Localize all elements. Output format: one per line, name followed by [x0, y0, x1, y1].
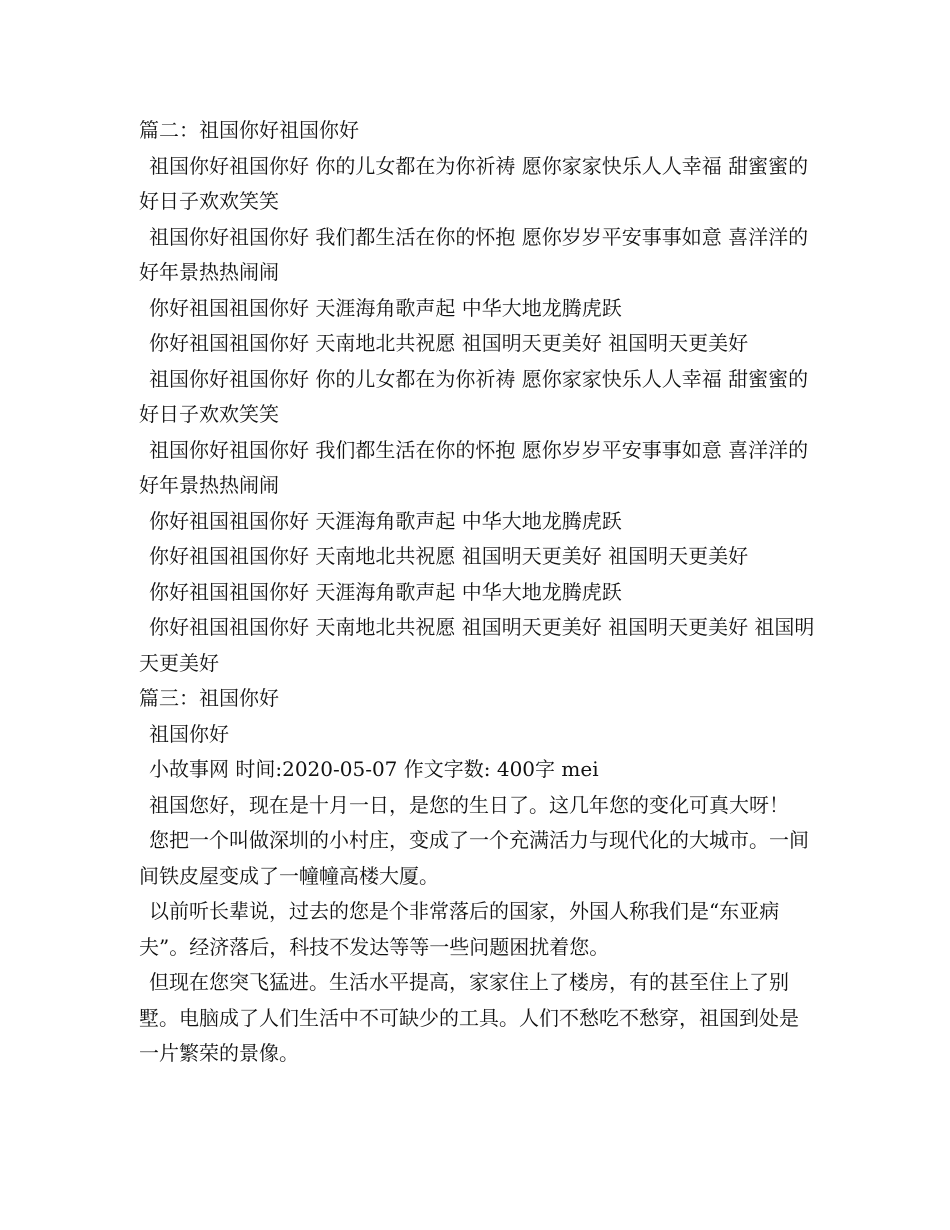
- lyric-line-10: 你好祖国祖国你好 天南地北共祝愿 祖国明天更美好 祖国明天更美好 祖国明天更美好: [139, 615, 815, 675]
- lyric-line-1: 祖国你好祖国你好 你的儿女都在为你祈祷 愿你家家快乐人人幸福 甜蜜蜜的好日子欢欢笑笑: [139, 153, 809, 213]
- essay-paragraph-4: 但现在您突飞猛进。生活水平提高，家家住上了楼房，有的甚至住上了别墅。电脑成了人们生活中不可缺少的工具。人们不愁吃不愁穿，祖国到处是一片繁荣的景像。: [139, 970, 799, 1065]
- essay-paragraph-2: 您把一个叫做深圳的小村庄，变成了一个充满活力与现代化的大城市。一间间铁皮屋变成了一幢幢高楼大厦。: [139, 828, 809, 888]
- section-two-heading: 篇二：祖国你好祖国你好: [139, 118, 359, 142]
- lyric-line-8: 你好祖国祖国你好 天南地北共祝愿 祖国明天更美好 祖国明天更美好: [149, 544, 749, 568]
- essay-paragraph-1: 祖国您好，现在是十月一日，是您的生日了。这几年您的变化可真大呀！: [149, 792, 789, 817]
- lyric-line-7: 你好祖国祖国你好 天涯海角歌声起 中华大地龙腾虎跃: [149, 508, 622, 533]
- document-page: [139, 113, 815, 1072]
- essay-title: 祖国你好: [149, 721, 229, 746]
- lyric-line-9: 你好祖国祖国你好 天涯海角歌声起 中华大地龙腾虎跃: [149, 579, 622, 604]
- essay-paragraph-3: 以前听长辈说，过去的您是个非常落后的国家，外国人称我们是“东亚病夫”。经济落后，科技不发达等等一些问题困扰着您。: [139, 899, 780, 959]
- lyric-line-3: 你好祖国祖国你好 天涯海角歌声起 中华大地龙腾虎跃: [149, 295, 622, 320]
- lyric-line-2: 祖国你好祖国你好 我们都生活在你的怀抱 愿你岁岁平安事事如意 喜洋洋的好年景热热闹闹: [139, 224, 809, 284]
- lyric-line-6: 祖国你好祖国你好 我们都生活在你的怀抱 愿你岁岁平安事事如意 喜洋洋的好年景热热闹闹: [139, 437, 809, 497]
- lyric-line-4: 你好祖国祖国你好 天南地北共祝愿 祖国明天更美好 祖国明天更美好: [149, 331, 749, 355]
- essay-meta: 小故事网 时间:2020-05-07 作文字数: 400字 mei: [149, 757, 599, 781]
- lyric-line-5: 祖国你好祖国你好 你的儿女都在为你祈祷 愿你家家快乐人人幸福 甜蜜蜜的好日子欢欢笑笑: [139, 366, 809, 426]
- section-three-heading: 篇三：祖国你好: [139, 686, 279, 710]
